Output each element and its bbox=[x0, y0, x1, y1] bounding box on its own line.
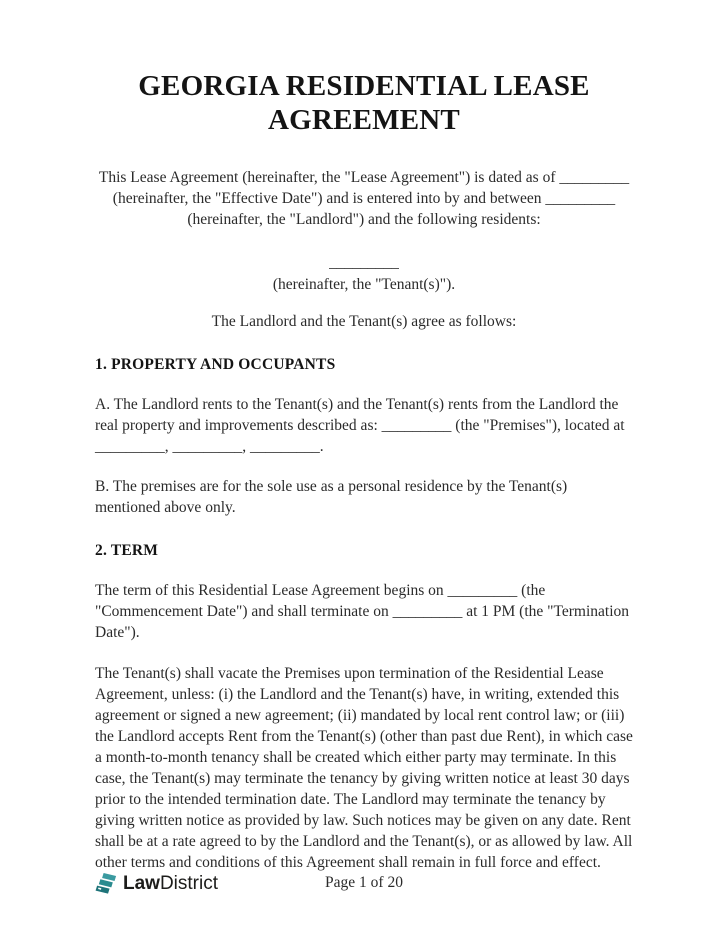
tenant-designation: (hereinafter, the "Tenant(s)"). bbox=[272, 275, 456, 293]
section-paragraph: The term of this Residential Lease Agreement begins on _________ (the "Commencement Date") and shall terminate on _________ at 1 PM (the "Termination Date"). bbox=[95, 582, 630, 642]
section-heading-term: 2. TERM bbox=[95, 542, 159, 560]
page-indicator: Page 1 of 20 bbox=[325, 874, 403, 891]
intro-paragraph: This Lease Agreement (hereinafter, the "Lease Agreement") is dated as of _________ (hereinafter, the "Effective Date") and is entered into by and between _________ (hereinafter, the "Landlord") and the following residents: bbox=[98, 169, 630, 229]
title-line-2: AGREEMENT bbox=[268, 103, 460, 136]
section-paragraph: A. The Landlord rents to the Tenant(s) and the Tenant(s) rents from the Landlord the real property and improvements described as: _________ (the "Premises"), located at _________, _________, _________. bbox=[95, 395, 625, 455]
logo-text-law: Law bbox=[123, 873, 160, 894]
agreement-intro-line: The Landlord and the Tenant(s) agree as follows: bbox=[211, 312, 517, 330]
section-paragraph: The Tenant(s) shall vacate the Premises upon termination of the Residential Lease Agreement, unless: (i) the Landlord and the Tenant(s) have, in writing, extended this agreement or signed a new agreement; (ii) mandated by local rent control law; or (iii) the Landlord accepts Rent from the Tenant(s) (other than past due Rent), in which case a month-to-month tenancy shall be created which either party may terminate. In this case, the Tenant(s) may terminate the tenancy by giving written notice at least 30 days prior to the intended termination date. The Landlord may terminate the tenancy by giving written notice as provided by law. Such notices may be given on any date. Rent shall be at a rate agreed to by the Landlord and the Tenant(s), or as allowed by law. All other terms and conditions of this Agreement shall remain in full force and effect. bbox=[95, 664, 633, 872]
logo-text-district: District bbox=[159, 873, 219, 894]
title-line-1: GEORGIA RESIDENTIAL LEASE bbox=[138, 70, 590, 102]
page-footer bbox=[0, 872, 728, 898]
tenant-name-blank: _________ bbox=[329, 254, 399, 272]
section-heading-property-and-occupants: 1. PROPERTY AND OCCUPANTS bbox=[95, 355, 336, 373]
section-paragraph: B. The premises are for the sole use as a personal residence by the Tenant(s) mentioned above only. bbox=[95, 478, 568, 517]
document-title bbox=[95, 70, 633, 137]
